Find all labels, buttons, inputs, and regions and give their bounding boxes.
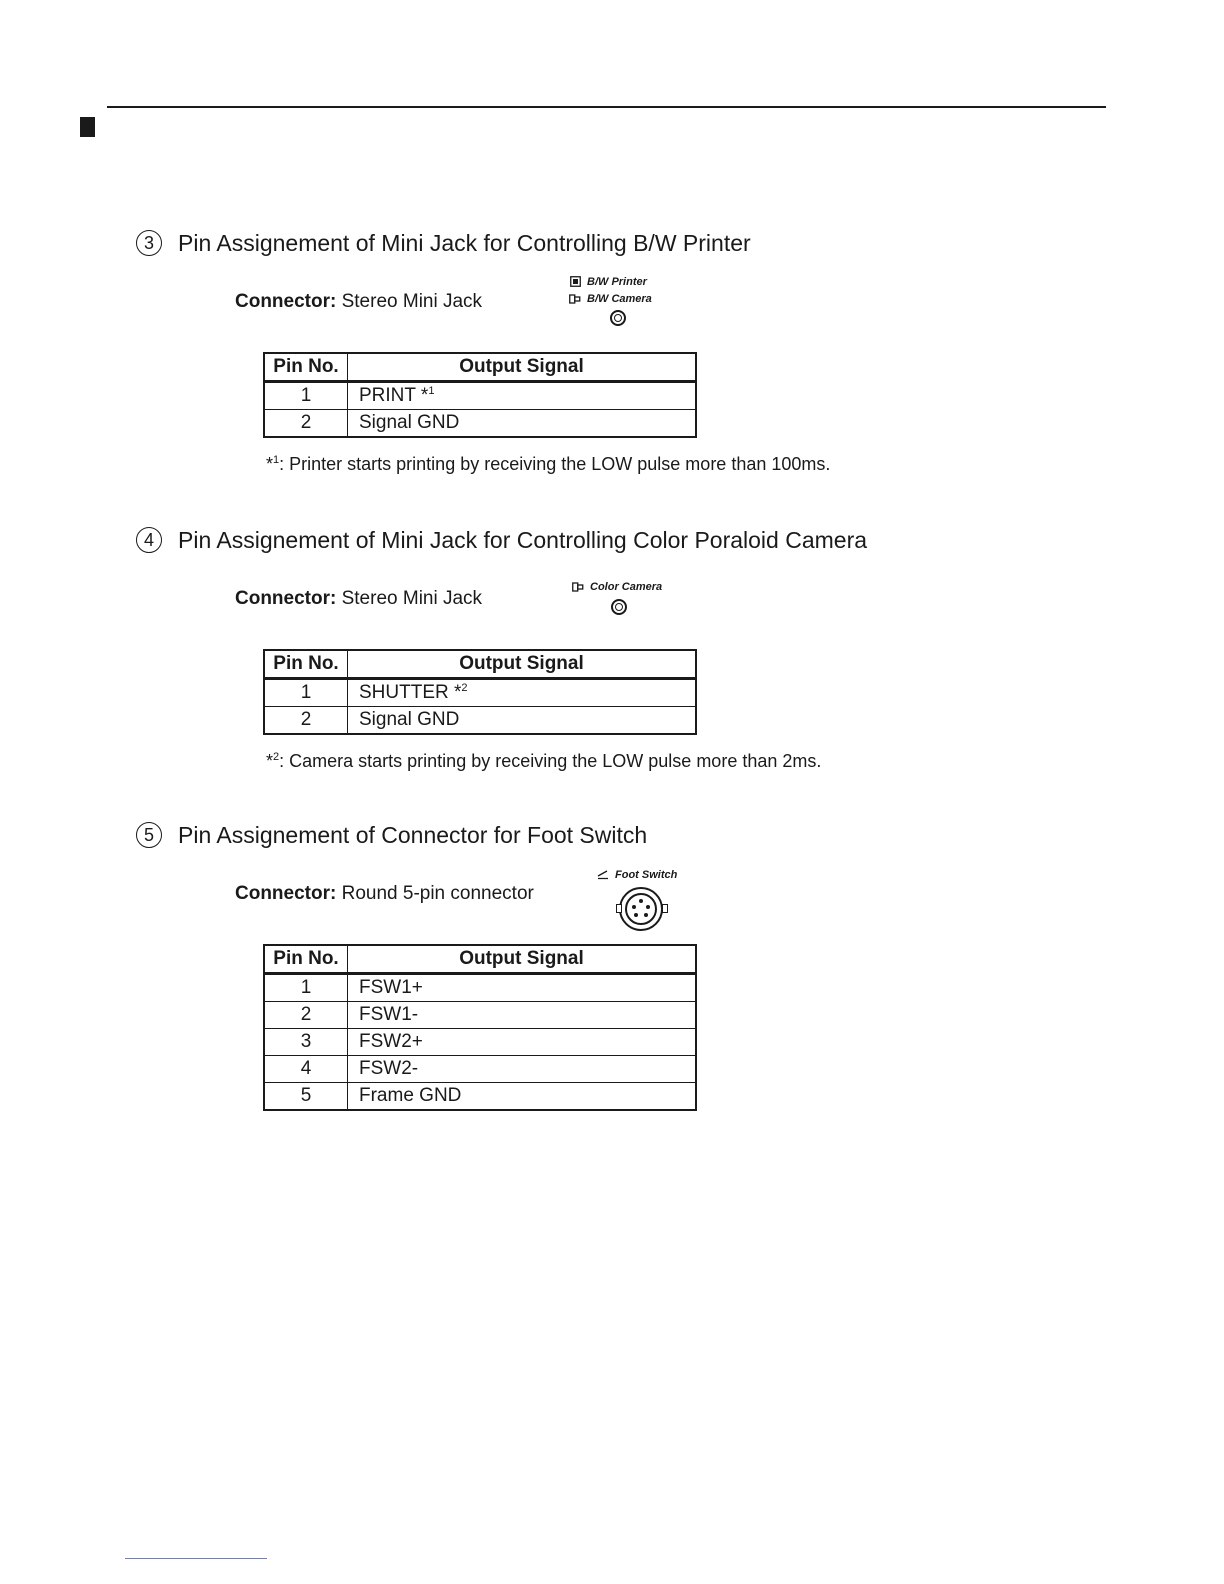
header-pin-no: Pin No. xyxy=(264,945,348,974)
section-number-badge: 5 xyxy=(136,822,162,848)
connector-label: Connector: xyxy=(235,291,337,312)
section-heading xyxy=(136,820,647,850)
pin-cell: 3 xyxy=(264,1029,348,1056)
foot-switch-icon xyxy=(597,869,609,880)
connector-pin xyxy=(639,899,643,903)
section-heading xyxy=(136,228,751,258)
camera-icon xyxy=(572,581,584,592)
footnote-sup: 1 xyxy=(273,454,280,466)
signal-text: Signal GND xyxy=(359,709,460,730)
table-row xyxy=(264,1056,696,1083)
pin-cell: 1 xyxy=(264,382,348,410)
connector-line xyxy=(235,883,534,905)
section-heading-text: Pin Assignement of Mini Jack for Controlling Color Poraloid Camera xyxy=(178,526,868,553)
section-number-badge: 3 xyxy=(136,230,162,256)
connector-tab-left xyxy=(616,904,622,913)
signal-text: Signal GND xyxy=(359,412,460,433)
color-camera-row xyxy=(572,578,662,595)
footnote xyxy=(266,751,821,772)
signal-cell xyxy=(348,707,697,735)
table-row xyxy=(264,382,696,410)
mini-jack-icon xyxy=(610,310,626,326)
color-camera-label: Color Camera xyxy=(590,580,663,593)
foot-switch-panel xyxy=(597,866,677,883)
pin-cell: 2 xyxy=(264,707,348,735)
printer-icon xyxy=(569,276,581,287)
table-row xyxy=(264,679,696,707)
footnote-mark: * xyxy=(266,751,274,771)
footnote-ref: 2 xyxy=(461,682,468,694)
pin-table xyxy=(263,944,697,1111)
pin-cell: 1 xyxy=(264,679,348,707)
camera-icon xyxy=(569,293,581,304)
top-rule xyxy=(107,106,1106,108)
section-heading-text: Pin Assignement of Connector for Foot Switch xyxy=(178,821,648,848)
footnote-mark: * xyxy=(266,454,274,474)
section-heading xyxy=(136,525,867,555)
signal-text: SHUTTER * xyxy=(359,682,462,703)
connector-line xyxy=(235,291,482,313)
connector-line xyxy=(235,588,482,610)
header-pin-no: Pin No. xyxy=(264,353,348,382)
foot-switch-row xyxy=(597,866,677,883)
connector-tab-right xyxy=(662,904,668,913)
connector-pin xyxy=(632,905,636,909)
mini-jack-icon xyxy=(611,599,627,615)
table-row xyxy=(264,1029,696,1056)
table-row xyxy=(264,707,696,735)
connector-label: Connector: xyxy=(235,588,337,609)
table-row xyxy=(264,1083,696,1111)
bottom-link-underline xyxy=(125,1558,267,1559)
pin-table xyxy=(263,649,697,735)
signal-cell: FSW2- xyxy=(348,1056,697,1083)
section-heading-text: Pin Assignement of Mini Jack for Controlling B/W Printer xyxy=(178,229,751,256)
pin-cell: 4 xyxy=(264,1056,348,1083)
footnote-text: : Printer starts printing by receiving the LOW pulse more than 100ms. xyxy=(279,454,831,474)
color-jack-panel xyxy=(572,578,662,595)
pin-cell: 1 xyxy=(264,974,348,1002)
bw-camera-row xyxy=(569,290,652,307)
page-corner-marker xyxy=(80,117,95,137)
header-pin-no: Pin No. xyxy=(264,650,348,679)
signal-cell: FSW1- xyxy=(348,1002,697,1029)
table-row xyxy=(264,974,696,1002)
signal-cell: FSW1+ xyxy=(348,974,697,1002)
pin-cell: 5 xyxy=(264,1083,348,1111)
header-output-signal: Output Signal xyxy=(348,650,697,679)
signal-cell xyxy=(348,679,697,707)
connector-value: Stereo Mini Jack xyxy=(341,588,483,609)
bw-printer-row xyxy=(569,273,652,290)
table-row xyxy=(264,1002,696,1029)
table-row xyxy=(264,410,696,438)
pin-cell: 2 xyxy=(264,410,348,438)
footnote-text: : Camera starts printing by receiving the LOW pulse more than 2ms. xyxy=(279,751,822,771)
connector-face xyxy=(625,893,657,925)
footnote xyxy=(266,454,830,475)
connector-pin xyxy=(644,913,648,917)
pin-table xyxy=(263,352,697,438)
bw-jack-panel xyxy=(569,273,652,307)
signal-cell: FSW2+ xyxy=(348,1029,697,1056)
round-5pin-connector-icon xyxy=(619,887,663,931)
pin-cell: 2 xyxy=(264,1002,348,1029)
foot-switch-label: Foot Switch xyxy=(615,868,678,881)
footnote-sup: 2 xyxy=(273,751,280,763)
signal-cell xyxy=(348,382,697,410)
signal-cell: Frame GND xyxy=(348,1083,697,1111)
header-output-signal: Output Signal xyxy=(348,353,697,382)
connector-value: Round 5-pin connector xyxy=(341,883,534,904)
header-output-signal: Output Signal xyxy=(348,945,697,974)
connector-pin xyxy=(646,905,650,909)
signal-cell xyxy=(348,410,697,438)
signal-text: PRINT * xyxy=(359,385,429,406)
section-number-badge: 4 xyxy=(136,527,162,553)
bw-camera-label: B/W Camera xyxy=(587,292,652,305)
connector-pin xyxy=(634,913,638,917)
bw-printer-label: B/W Printer xyxy=(587,275,647,288)
footnote-ref: 1 xyxy=(428,385,435,397)
connector-value: Stereo Mini Jack xyxy=(341,291,483,312)
connector-label: Connector: xyxy=(235,883,337,904)
